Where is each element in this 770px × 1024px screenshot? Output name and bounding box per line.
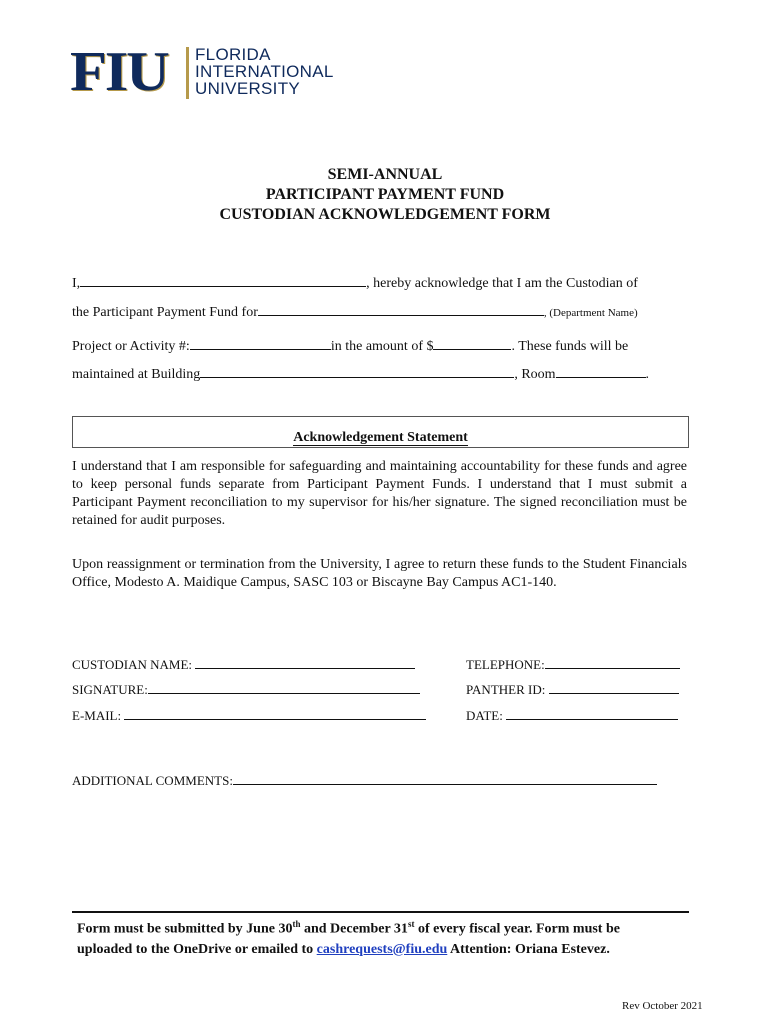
department-name-label: , (Department Name) — [543, 307, 638, 319]
department-name-blank[interactable] — [258, 301, 544, 316]
signature-input[interactable] — [148, 679, 420, 694]
telephone-input[interactable] — [545, 654, 680, 669]
revision-date: Rev October 2021 — [622, 1000, 703, 1012]
logo-line-2: INTERNATIONAL — [195, 62, 334, 81]
telephone-field — [466, 654, 680, 673]
acknowledgement-heading — [73, 430, 688, 446]
statement-text: I, — [72, 276, 81, 291]
cashrequests-email-link[interactable]: cashrequests@fiu.edu — [316, 941, 448, 957]
notice-text: of every fiscal year. Form must be — [414, 921, 620, 937]
form-title-line-3: CUSTODIAN ACKNOWLEDGEMENT FORM — [219, 206, 551, 223]
room-blank[interactable] — [556, 363, 646, 378]
logo-line-3: UNIVERSITY — [195, 79, 301, 98]
statement-text: Project or Activity #: — [72, 339, 190, 354]
statement-text: , Room — [514, 367, 556, 382]
notice-text: Attention: Oriana Estevez. — [447, 941, 610, 957]
submission-notice-line-1 — [77, 914, 692, 940]
notice-text: and December 31 — [300, 921, 408, 937]
custodian-name-input[interactable] — [195, 654, 415, 669]
form-title-line-2: PARTICIPANT PAYMENT FUND — [265, 186, 505, 203]
notice-text: uploaded to the OneDrive or emailed to — [77, 941, 317, 957]
email-label: E-MAIL: — [72, 708, 122, 723]
date-field — [466, 705, 678, 724]
additional-comments-field — [72, 770, 657, 789]
logo-line-1: FLORIDA — [195, 45, 271, 64]
statement-line-1 — [72, 272, 638, 292]
email-input[interactable] — [124, 705, 426, 720]
telephone-label: TELEPHONE: — [466, 657, 545, 672]
acknowledgement-box — [72, 416, 689, 448]
custodian-name-field — [72, 654, 415, 673]
signature-field — [72, 679, 420, 698]
notice-superscript: st — [407, 919, 415, 929]
statement-line-3 — [72, 335, 628, 355]
acknowledgement-paragraph-1: I understand that I am responsible for safeguarding and maintaining accountability for these funds and agree to keep personal funds separate from Participant Payment Funds. I understand that I must submit a Participant Payment reconciliation to my supervisor for his/her signature. The signed reconciliation must be retained for audit purposes. — [72, 459, 687, 528]
statement-line-4 — [72, 363, 649, 383]
statement-text: in the amount of $ — [330, 339, 434, 354]
date-input[interactable] — [506, 705, 678, 720]
email-field — [72, 705, 426, 724]
submission-notice-line-2 — [77, 940, 692, 960]
submission-notice — [77, 914, 692, 960]
statement-text: the Participant Payment Fund for — [72, 305, 258, 320]
statement-text: , hereby acknowledge that I am the Custodian of — [366, 276, 638, 291]
acknowledgement-paragraph-2: Upon reassignment or termination from the University, I agree to return these funds to the Student Financials Office, Modesto A. Maidique Campus, SASC 103 or Biscayne Bay Campus AC1-140. — [72, 557, 687, 590]
additional-comments-label: ADDITIONAL COMMENTS: — [72, 773, 233, 788]
acknowledgement-heading-text: Acknowledgement Statement — [293, 430, 468, 445]
statement-text: . These funds will be — [511, 339, 629, 354]
panther-id-field — [466, 679, 679, 698]
building-blank[interactable] — [200, 363, 514, 378]
additional-comments-input[interactable] — [233, 770, 657, 785]
date-label: DATE: — [466, 708, 503, 723]
panther-id-input[interactable] — [549, 679, 679, 694]
form-title-line-1: SEMI-ANNUAL — [327, 166, 443, 183]
custodian-name-blank[interactable] — [80, 272, 366, 287]
custodian-name-label: CUSTODIAN NAME: — [72, 657, 193, 672]
statement-text: maintained at Building — [72, 367, 201, 382]
signature-label: SIGNATURE: — [72, 682, 148, 697]
project-number-blank[interactable] — [190, 335, 331, 350]
fiu-logo-mark: FIU — [70, 41, 168, 103]
logo-divider — [186, 47, 189, 99]
panther-id-label: PANTHER ID: — [466, 682, 546, 697]
statement-line-2 — [72, 301, 638, 321]
statement-text: . — [645, 367, 650, 382]
amount-blank[interactable] — [433, 335, 511, 350]
notice-superscript: th — [292, 919, 301, 929]
logo-wordmark — [195, 46, 334, 97]
footer-rule — [72, 911, 689, 913]
notice-text: Form must be submitted by June 30 — [77, 921, 293, 937]
